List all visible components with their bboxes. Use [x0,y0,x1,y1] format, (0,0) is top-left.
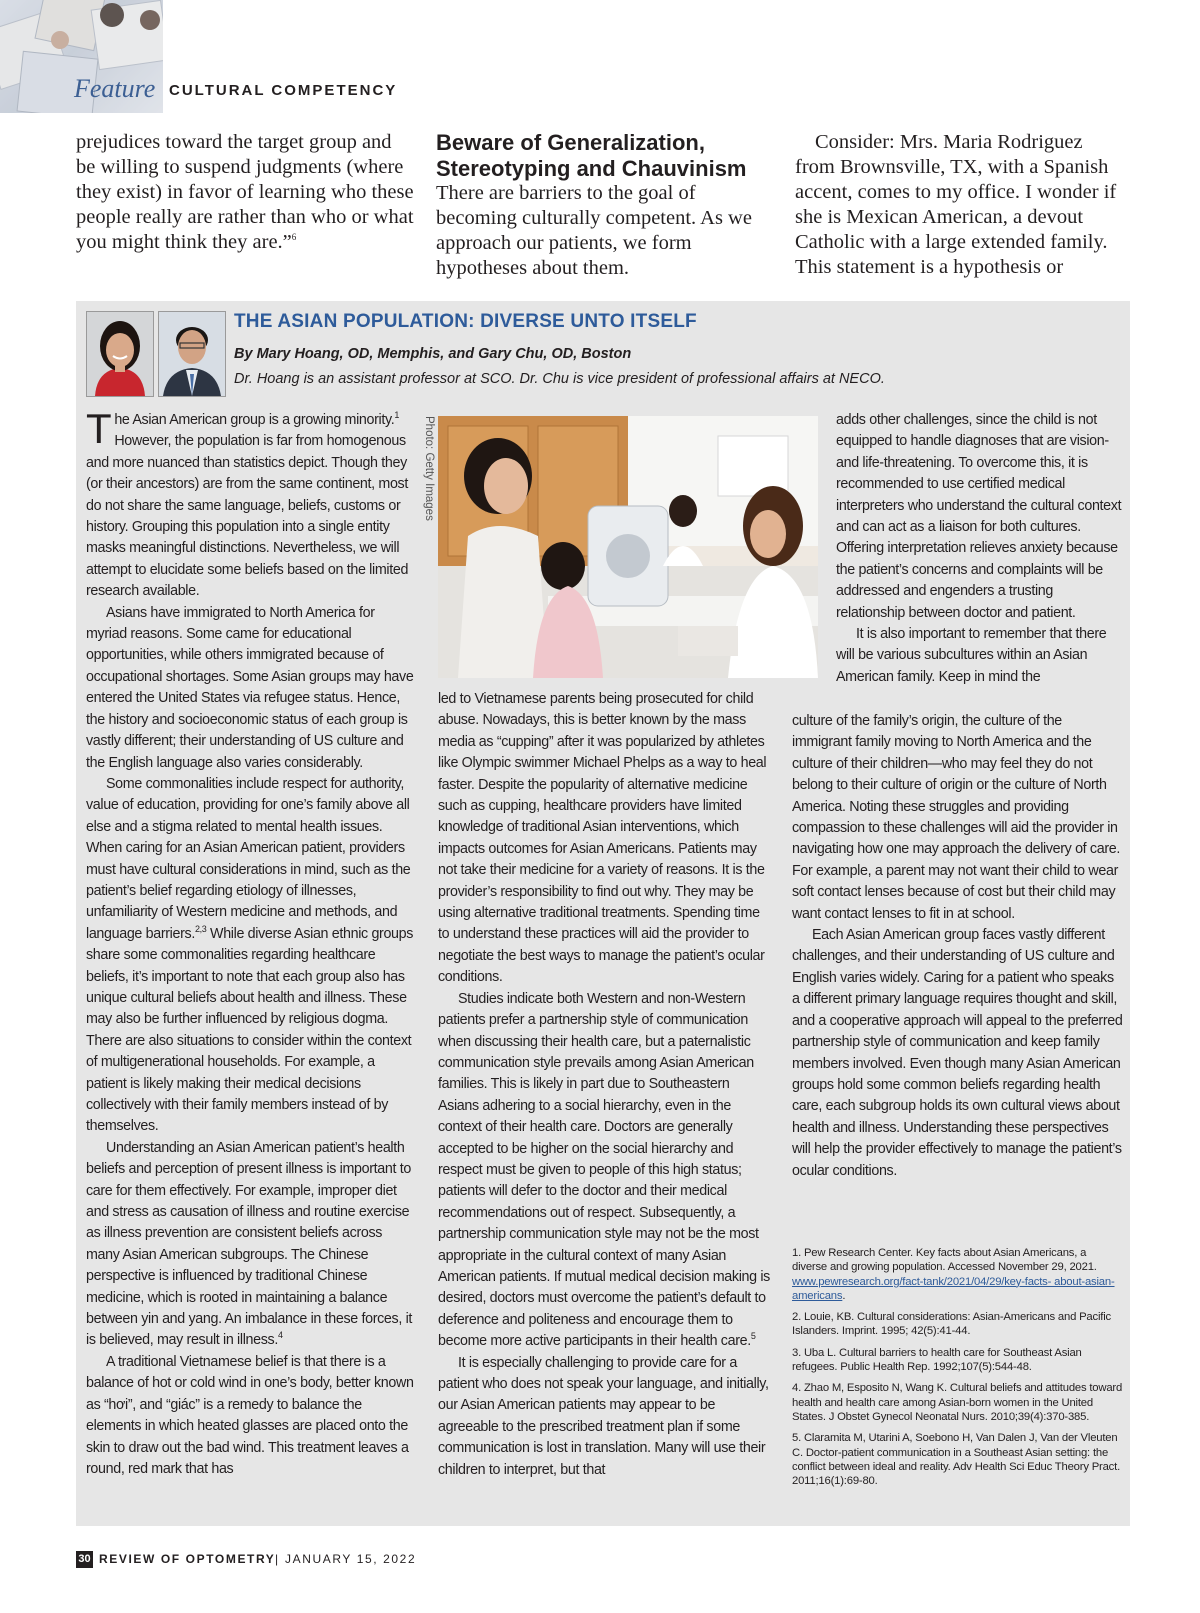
section-label: Feature [74,74,156,103]
drop-cap: T [86,405,112,452]
body-text: Studies indicate both Western and non-Western patients prefer a partnership style of communication when discussing their health care, but a paternalistic communication style prevails among Asian American families. This is likely in part due to Southeastern Asians adhering to a social hierarchy, even in the context of their health care. Doctors are generally accepted to be higher on the social hierarchy and respect must be given to people of this high status; patients will defer to the doctor and their medical recommendations out of respect. Subsequently, a partnership communication style may not be the most appropriate in the cultural context of many Asian American patients. If mutual medical decision making is desired, doctors must overcome the patient’s default to deference and politeness and encourage them to become more active participants in their health care. [438,990,770,1350]
reference-link[interactable]: www.pewresearch.org/fact-tank/2021/04/29/key-facts- about-asian-americans [792,1275,1115,1302]
footer-separator: | [275,1552,279,1566]
reference-item: 4. Zhao M, Esposito N, Wang K. Cultural beliefs and attitudes toward health and health care among Asian-born women in the United States. J Obstet Gynecol Neonatal Nurs. 2010;39(4):370-385. [792,1382,1123,1423]
paragraph [438,989,770,1353]
body-text: Some commonalities include respect for authority, value of education, providing for one’s family above all else and a stigma related to mental health issues. When caring for an Asian American patient, providers must have cultural considerations in mind, such as the patient’s belief regarding etiology of illnesses, unfamiliarity of Western medicine and methods, and language barriers. [86,775,411,942]
references-list [792,1246,1123,1495]
body-text: he Asian American group is a growing minority. [114,412,395,428]
body-text: Consider: Mrs. Maria Rodriguez from Brownsville, TX, with a Spanish accent, comes to my office. I wonder if she is Mexican American, a devout Catholic with a large extended family. This statement is a hypothesis or [795,131,1117,278]
footnote-marker: 1 [394,410,400,421]
page-number: 30 [76,1551,93,1568]
footnote-marker: 4 [277,1330,283,1341]
body-text: While diverse Asian ethnic groups share some commonalities regarding healthcare beliefs, it’s important to note that each group also has unique cultural beliefs about health and illness. These may also be further influenced by religious dogma. There are also situations to consider within the context of multigenerational households. For example, a patient is likely making their medical decisions collectively with their family members instead of by themselves. [86,925,414,1135]
paragraph [86,405,418,603]
reference-text: . [842,1289,846,1302]
footnote-marker: 2,3 [194,923,207,934]
sidebar-byline: By Mary Hoang, OD, Memphis, and Gary Chu, OD, Boston [234,346,632,362]
paragraph: culture of the family’s origin, the culture of the immigrant family moving to North America and the culture of their children—who may feel they do not belong to their culture of origin or the culture of North America. Noting these struggles and providing compassion to these challenges will aid the provider in navigating how one may approach the delivery of care. For example, a parent may not want their child to wear soft contact lenses because of cost but their child may want contact lenses to fit in at school. [792,713,1120,922]
reference-item: 5. Claramita M, Utarini A, Soebono H, Van Dalen J, Van der Vleuten C. Doctor-patient communication in a Southeast Asian setting: the conflict between ideal and reality. Adv Health Sci Educ Theory Pract. 2011;16(1):69-80. [792,1432,1121,1488]
reference-item [792,1246,1123,1303]
sidebar-title: THE ASIAN POPULATION: DIVERSE UNTO ITSELF [234,311,697,332]
paragraph [86,1138,418,1352]
photo-credit-text: Photo: Getty Images [423,416,435,521]
article-photo-eye-exam [438,416,818,678]
footnote-marker: 5 [750,1331,756,1342]
paragraph: Each Asian American group faces vastly different challenges, and their understanding of US culture and English varies widely. Caring for a patient who speaks a different primary language requires thought and skill, and a cooperative approach will appeal to the preferred partnership style of communication and keep family members involved. Even though many Asian American groups hold some common beliefs regarding health care, each subgroup holds its own cultural views about health and illness. Understanding these perspectives will help the provider effectively to manage the patient’s ocular conditions. [792,927,1123,1179]
sidebar-column-3-lower [792,711,1123,1182]
sidebar-author-bio: Dr. Hoang is an assistant professor at SCO. Dr. Chu is vice president of professional affairs at NECO. [234,371,885,387]
paragraph: It is also important to remember that there will be various subcultures within an Asian American family. Keep in mind the [836,626,1107,685]
reference-item: 3. Uba L. Cultural barriers to health care for Southeast Asian refugees. Public Health Rep. 1992;107(5):544-48. [792,1346,1082,1374]
body-text: Understanding an Asian American patient’s health beliefs and perception of present illness is important to care for them effectively. For example, improper diet and stress as causation of illness and routine exercise as illness prevention are consistent beliefs across many Asian American subgroups. The Chinese perspective is influenced by traditional Chinese medicine, which is rooted in maintaining a balance between yin and yang. An imbalance in these forces, it is believed, may result in illness. [86,1139,413,1349]
sidebar-column-1 [86,405,418,1480]
footnote-marker: 6 [291,232,297,243]
sidebar-column-3-upper [836,410,1123,688]
paragraph: Asians have immigrated to North America for myriad reasons. Some came for educational opportunities, while others immigrated because of occupational shortages. Some Asian groups may have entered the United States via refugee status. Hence, the history and socioeconomic status of each group is vastly different; their understanding of US culture and the English language also varies considerably. [86,604,414,771]
paragraph: A traditional Vietnamese belief is that there is a balance of hot or cold wind in one’s body, better known as “hơi”, and “giác” is a remedy to balance the elements in which heated glasses are placed onto the skin to draw out the bad wind. This treatment leaves a round, red mark that has [86,1353,414,1477]
reference-text: 1. Pew Research Center. Key facts about Asian Americans, a diverse and growing population. Accessed November 29, 2021. [792,1247,1097,1274]
top-column-3 [795,130,1125,280]
section-topic: CULTURAL COMPETENCY [169,82,398,99]
body-text: prejudices toward the target group and be willing to suspend judgments (where they exist) in favor of learning who these people really are rather than who or what you might think they are.” [76,131,414,253]
reference-item: 2. Louie, KB. Cultural considerations: Asian-Americans and Pacific Islanders. Imprint. 1995; 42(5):41-44. [792,1311,1111,1338]
photo-credit [421,416,435,521]
paragraph: led to Vietnamese parents being prosecuted for child abuse. Nowadays, this is better known by the mass media as “cupping” after it was popularized by athletes like Olympic swimmer Michael Phelps as a way to heal faster. Despite the popularity of alternative medicine such as cupping, healthcare providers have limited knowledge of traditional Asian interventions, which impacts outcomes for Asian Americans. Patients may not take their medicine for a variety of reasons. It is the provider’s responsibility to find out why. They may be using alternative traditional treatments. Spending time to understand these practices will aid the provider to negotiate the best ways to manage the patient’s ocular conditions. [438,691,767,986]
author-photo-hoang [86,311,154,397]
author-photo-chu [158,311,226,397]
paragraph: adds other challenges, since the child is not equipped to handle diagnoses that are vision- and life-threatening. To overcome this, it is recommended to use certified medical interpreters who understand the cultural context and can act as a liaison for both cultures. Offering interpretation relieves anxiety because the patient’s concerns and complaints will be addressed and engenders a trusting relationship between doctor and patient. [836,412,1122,621]
paragraph: It is especially challenging to provide care for a patient who does not speak your language, and initially, our Asian American patients may appear to be agreeable to the prescribed treatment plan if some communication is lost in translation. Many will use their children to interpret, but that [438,1354,769,1478]
top-column-1 [76,130,416,255]
paragraph [86,774,418,1138]
top-column-2: There are barriers to the goal of becoming culturally competent. As we approach our patients, we form hypotheses about them. [436,182,752,279]
subheading: Beware of Generalization, Stereotyping and Chauvinism [436,130,747,181]
issue-date: JANUARY 15, 2022 [285,1552,417,1566]
sidebar-column-2 [438,689,770,1481]
body-text: However, the population is far from homogenous and more nuanced than statistics depict. Though they (or their ancestors) are from the same continent, most do not share the same language, beliefs, customs or history. Grouping this population into a single entity masks meaningful distinctions. Nevertheless, we will attempt to elucidate some beliefs based on the limited research available. [86,433,409,600]
magazine-name: REVIEW OF OPTOMETRY [99,1552,276,1566]
